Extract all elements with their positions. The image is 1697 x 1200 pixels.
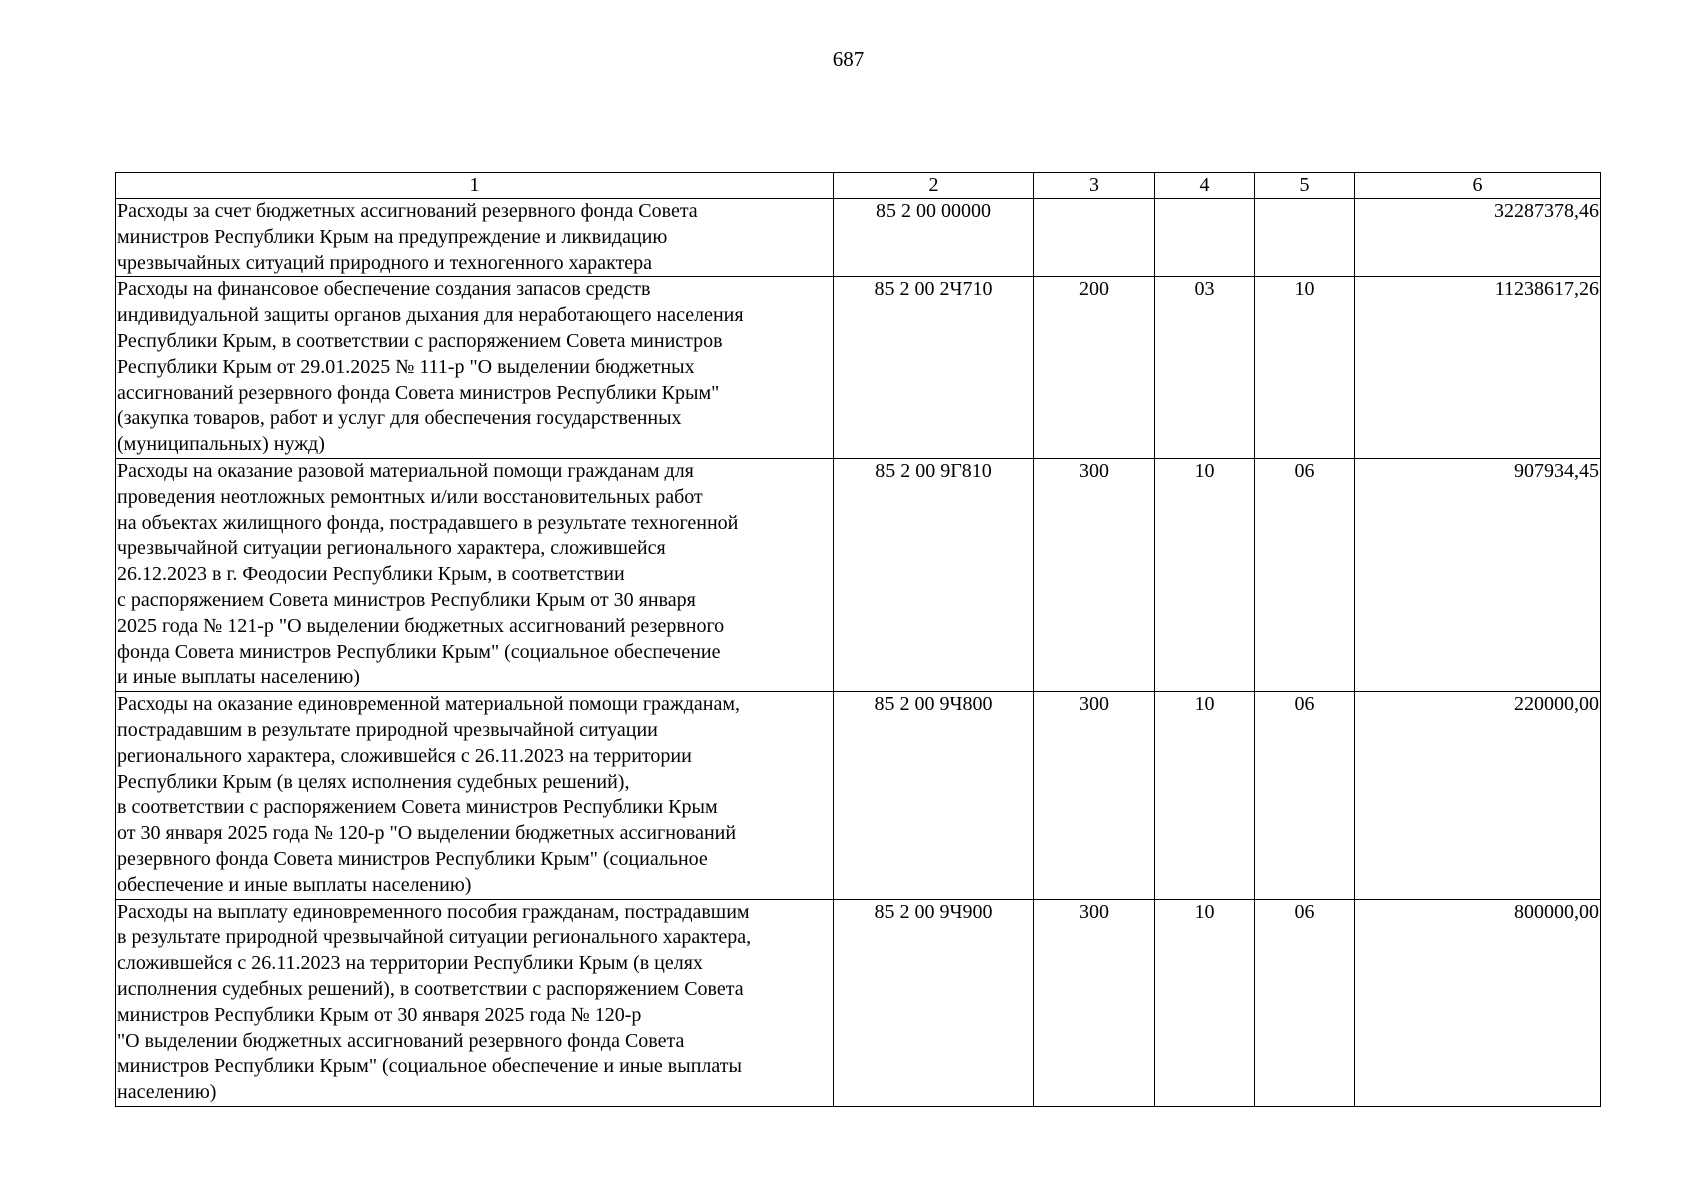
row-col4: 10 [1155,458,1255,691]
row-col5: 06 [1255,458,1355,691]
row-code: 85 2 00 9Ч800 [834,692,1034,899]
table-row [116,458,1601,691]
column-header-3: 3 [1034,173,1155,199]
row-col3: 300 [1034,692,1155,899]
row-amount: 11238617,26 [1355,277,1601,459]
row-col3 [1034,199,1155,277]
table-row [116,899,1601,1106]
table-row [116,692,1601,899]
table-header-row [116,173,1601,199]
column-header-1: 1 [116,173,834,199]
row-amount: 220000,00 [1355,692,1601,899]
column-header-6: 6 [1355,173,1601,199]
row-col5: 10 [1255,277,1355,459]
row-col5: 06 [1255,899,1355,1106]
row-code: 85 2 00 2Ч710 [834,277,1034,459]
row-amount: 800000,00 [1355,899,1601,1106]
budget-table [115,172,1601,1107]
row-code: 85 2 00 00000 [834,199,1034,277]
row-amount: 907934,45 [1355,458,1601,691]
row-col3: 300 [1034,458,1155,691]
row-description: Расходы на финансовое обеспечение создания запасов средств индивидуальной защиты органов дыхания для неработающего населения Республики Крым, в соответствии с распоряжением Совета министров Республики Крым от 29.01.2025 № 111-р "О выделении бюджетных ассигнований резервного фонда Совета министров Республики Крым" (закупка товаров, работ и услуг для обеспечения государственных (муниципальных) нужд) [116,277,834,459]
row-col5: 06 [1255,692,1355,899]
row-description: Расходы на выплату единовременного пособия гражданам, пострадавшим в результате природной чрезвычайной ситуации регионального характера, сложившейся с 26.11.2023 на территории Республики Крым (в целях исполнения судебных решений), в соответствии с распоряжением Совета министров Республики Крым от 30 января 2025 года № 120-р "О выделении бюджетных ассигнований резервного фонда Совета министров Республики Крым" (социальное обеспечение и иные выплаты населению) [116,899,834,1106]
row-col4: 03 [1155,277,1255,459]
row-code: 85 2 00 9Ч900 [834,899,1034,1106]
row-col3: 200 [1034,277,1155,459]
row-col4: 10 [1155,692,1255,899]
table-row [116,277,1601,459]
row-description: Расходы на оказание единовременной материальной помощи гражданам, пострадавшим в результате природной чрезвычайной ситуации регионального характера, сложившейся с 26.11.2023 на территории Республики Крым (в целях исполнения судебных решений), в соответствии с распоряжением Совета министров Республики Крым от 30 января 2025 года № 120-р "О выделении бюджетных ассигнований резервного фонда Совета министров Республики Крым" (социальное обеспечение и иные выплаты населению) [116,692,834,899]
row-description: Расходы на оказание разовой материальной помощи гражданам для проведения неотложных ремонтных и/или восстановительных работ на объектах жилищного фонда, пострадавшего в результате техногенной чрезвычайной ситуации регионального характера, сложившейся 26.12.2023 в г. Феодосии Республики Крым, в соответствии с распоряжением Совета министров Республики Крым от 30 января 2025 года № 121-р "О выделении бюджетных ассигнований резервного фонда Совета министров Республики Крым" (социальное обеспечение и иные выплаты населению) [116,458,834,691]
row-col3: 300 [1034,899,1155,1106]
row-description: Расходы за счет бюджетных ассигнований резервного фонда Совета министров Республики Крым на предупреждение и ликвидацию чрезвычайных ситуаций природного и техногенного характера [116,199,834,277]
table-row [116,199,1601,277]
row-code: 85 2 00 9Г810 [834,458,1034,691]
column-header-4: 4 [1155,173,1255,199]
row-col4: 10 [1155,899,1255,1106]
row-col5 [1255,199,1355,277]
column-header-2: 2 [834,173,1034,199]
page-number: 687 [832,47,865,71]
row-amount: 32287378,46 [1355,199,1601,277]
column-header-5: 5 [1255,173,1355,199]
row-col4 [1155,199,1255,277]
